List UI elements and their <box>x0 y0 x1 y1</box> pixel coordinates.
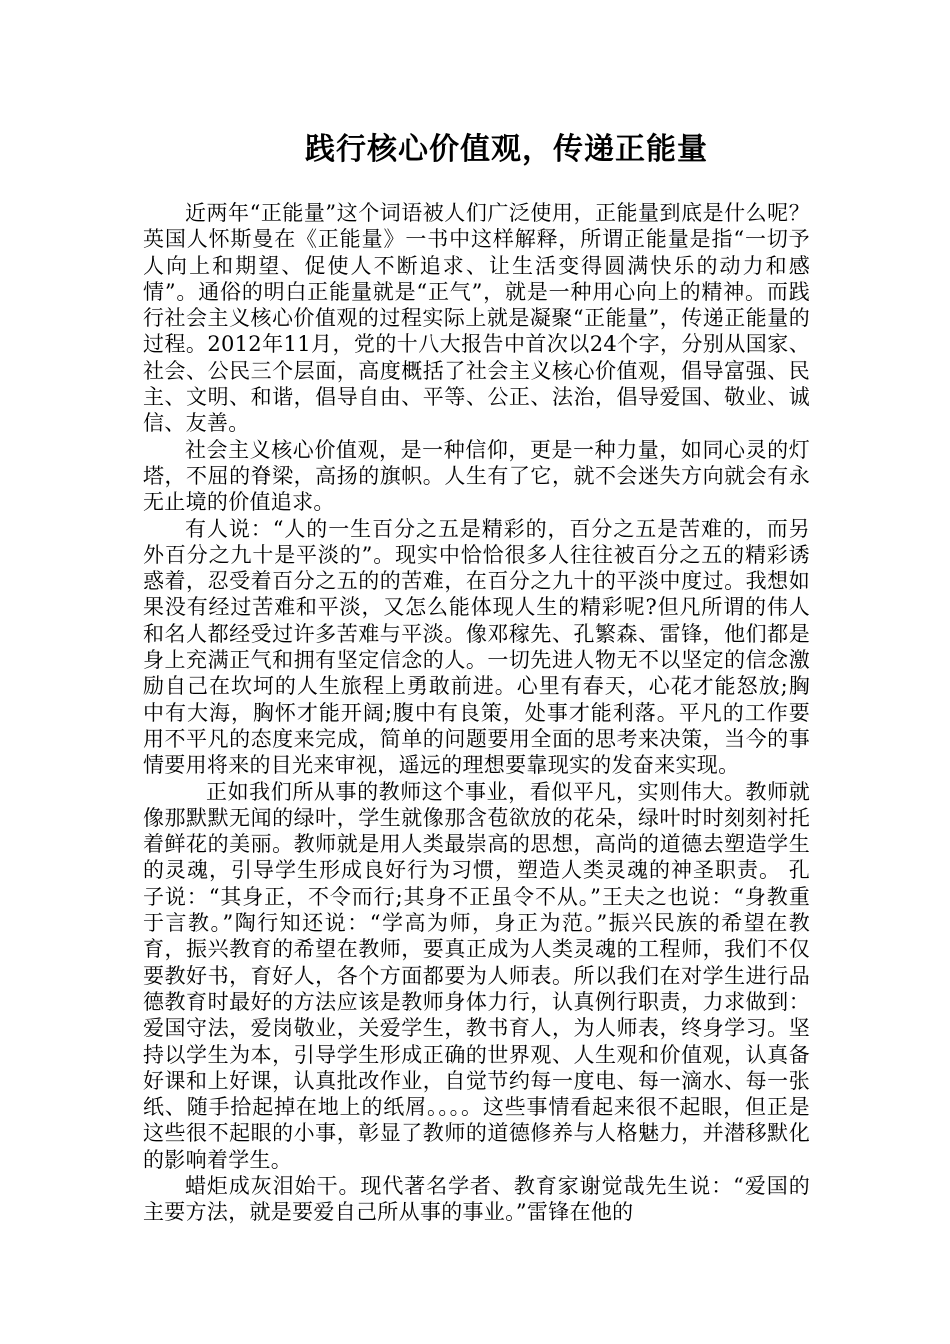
paragraph-teacher-career: 正如我们所从事的教师这个事业，看似平凡，实则伟大。教师就像那默默无闻的绿叶，学生就像那含苞欲放的花朵，绿叶时时刻刻衬托着鲜花的美丽。教师就是用人类最崇高的思想，高尚的道德去塑造学生的灵魂，引导学生形成良好行为习惯，塑造人类灵魂的神圣职责。 孔子说：“其身正，不令而行;其身不正虽令不从。”王夫之也说：“身教重于言教。”陶行知还说：“学高为师，身正为范。”振兴民族的希望在教育，振兴教育的希望在教师，要真正成为人类灵魂的工程师，我们不仅要教好书，育好人，各个方面都要为人师表。所以我们在对学生进行品德教育时最好的方法应该是教师身体力行，认真例行职责，力求做到：爱国守法，爱岗敬业，关爱学生，教书育人，为人师表，终身学习。坚持以学生为本，引导学生形成正确的世界观、人生观和价值观，认真备好课和上好课，认真批改作业，自觉节约每一度电、每一滴水、每一张纸、随手拾起掉在地上的纸屑。。。。这些事情看起来很不起眼，但正是这些很不起眼的小事，彰显了教师的道德修养与人格魅力，并潜移默化的影响着学生。 <box>143 779 810 1172</box>
paragraph-positive-energy: 近两年“正能量”这个词语被人们广泛使用，正能量到底是什么呢？英国人怀斯曼在《正能量》一书中这样解释，所谓正能量是指“一切予人向上和期望、促使人不断追求、让生活变得圆满快乐的动力和感情”。通俗的明白正能量就是“正气”，就是一种用心向上的精神。而践行社会主义核心价值观的过程实际上就是凝聚“正能量”，传递正能量的过程。2012年11月，党的十八大报告中首次以24个字，分别从国家、社会、公民三个层面，高度概括了社会主义核心价值观，倡导富强、民主、文明、和谐，倡导自由、平等、公正、法治，倡导爱国、敬业、诚信、友善。 <box>143 201 810 436</box>
document-title: 践行核心价值观，传递正能量 <box>305 132 708 167</box>
paragraph-core-values: 社会主义核心价值观，是一种信仰，更是一种力量，如同心灵的灯塔，不屈的脊梁，高扬的旗帜。人生有了它，就不会迷失方向就会有永无止境的价值追求。 <box>143 437 810 515</box>
paragraph-life-percentages: 有人说：“人的一生百分之五是精彩的，百分之五是苦难的，而另外百分之九十是平淡的”。现实中恰恰很多人往往被百分之五的精彩诱惑着，忍受着百分之五的的苦难，在百分之九十的平淡中度过。我想如果没有经过苦难和平淡，又怎么能体现人生的精彩呢?但凡所谓的伟人和名人都经受过许多苦难与平淡。像邓稼先、孔繁森、雷锋，他们都是身上充满正气和拥有坚定信念的人。一切先进人物无不以坚定的信念激励自己在坎坷的人生旅程上勇敢前进。心里有春天，心花才能怒放;胸中有大海，胸怀才能开阔;腹中有良策，处事才能利落。平凡的工作要用不平凡的态度来完成，简单的问题要用全面的思考来决策，当今的事情要用将来的目光来审视，遥远的理想要靠现实的发奋来实现。 <box>143 516 810 778</box>
paragraph-candle: 蜡炬成灰泪始干。现代著名学者、教育家谢觉哉先生说：“爱国的主要方法，就是要爱自己所从事的事业。”雷锋在他的 <box>143 1173 810 1225</box>
document-page <box>143 118 810 1226</box>
